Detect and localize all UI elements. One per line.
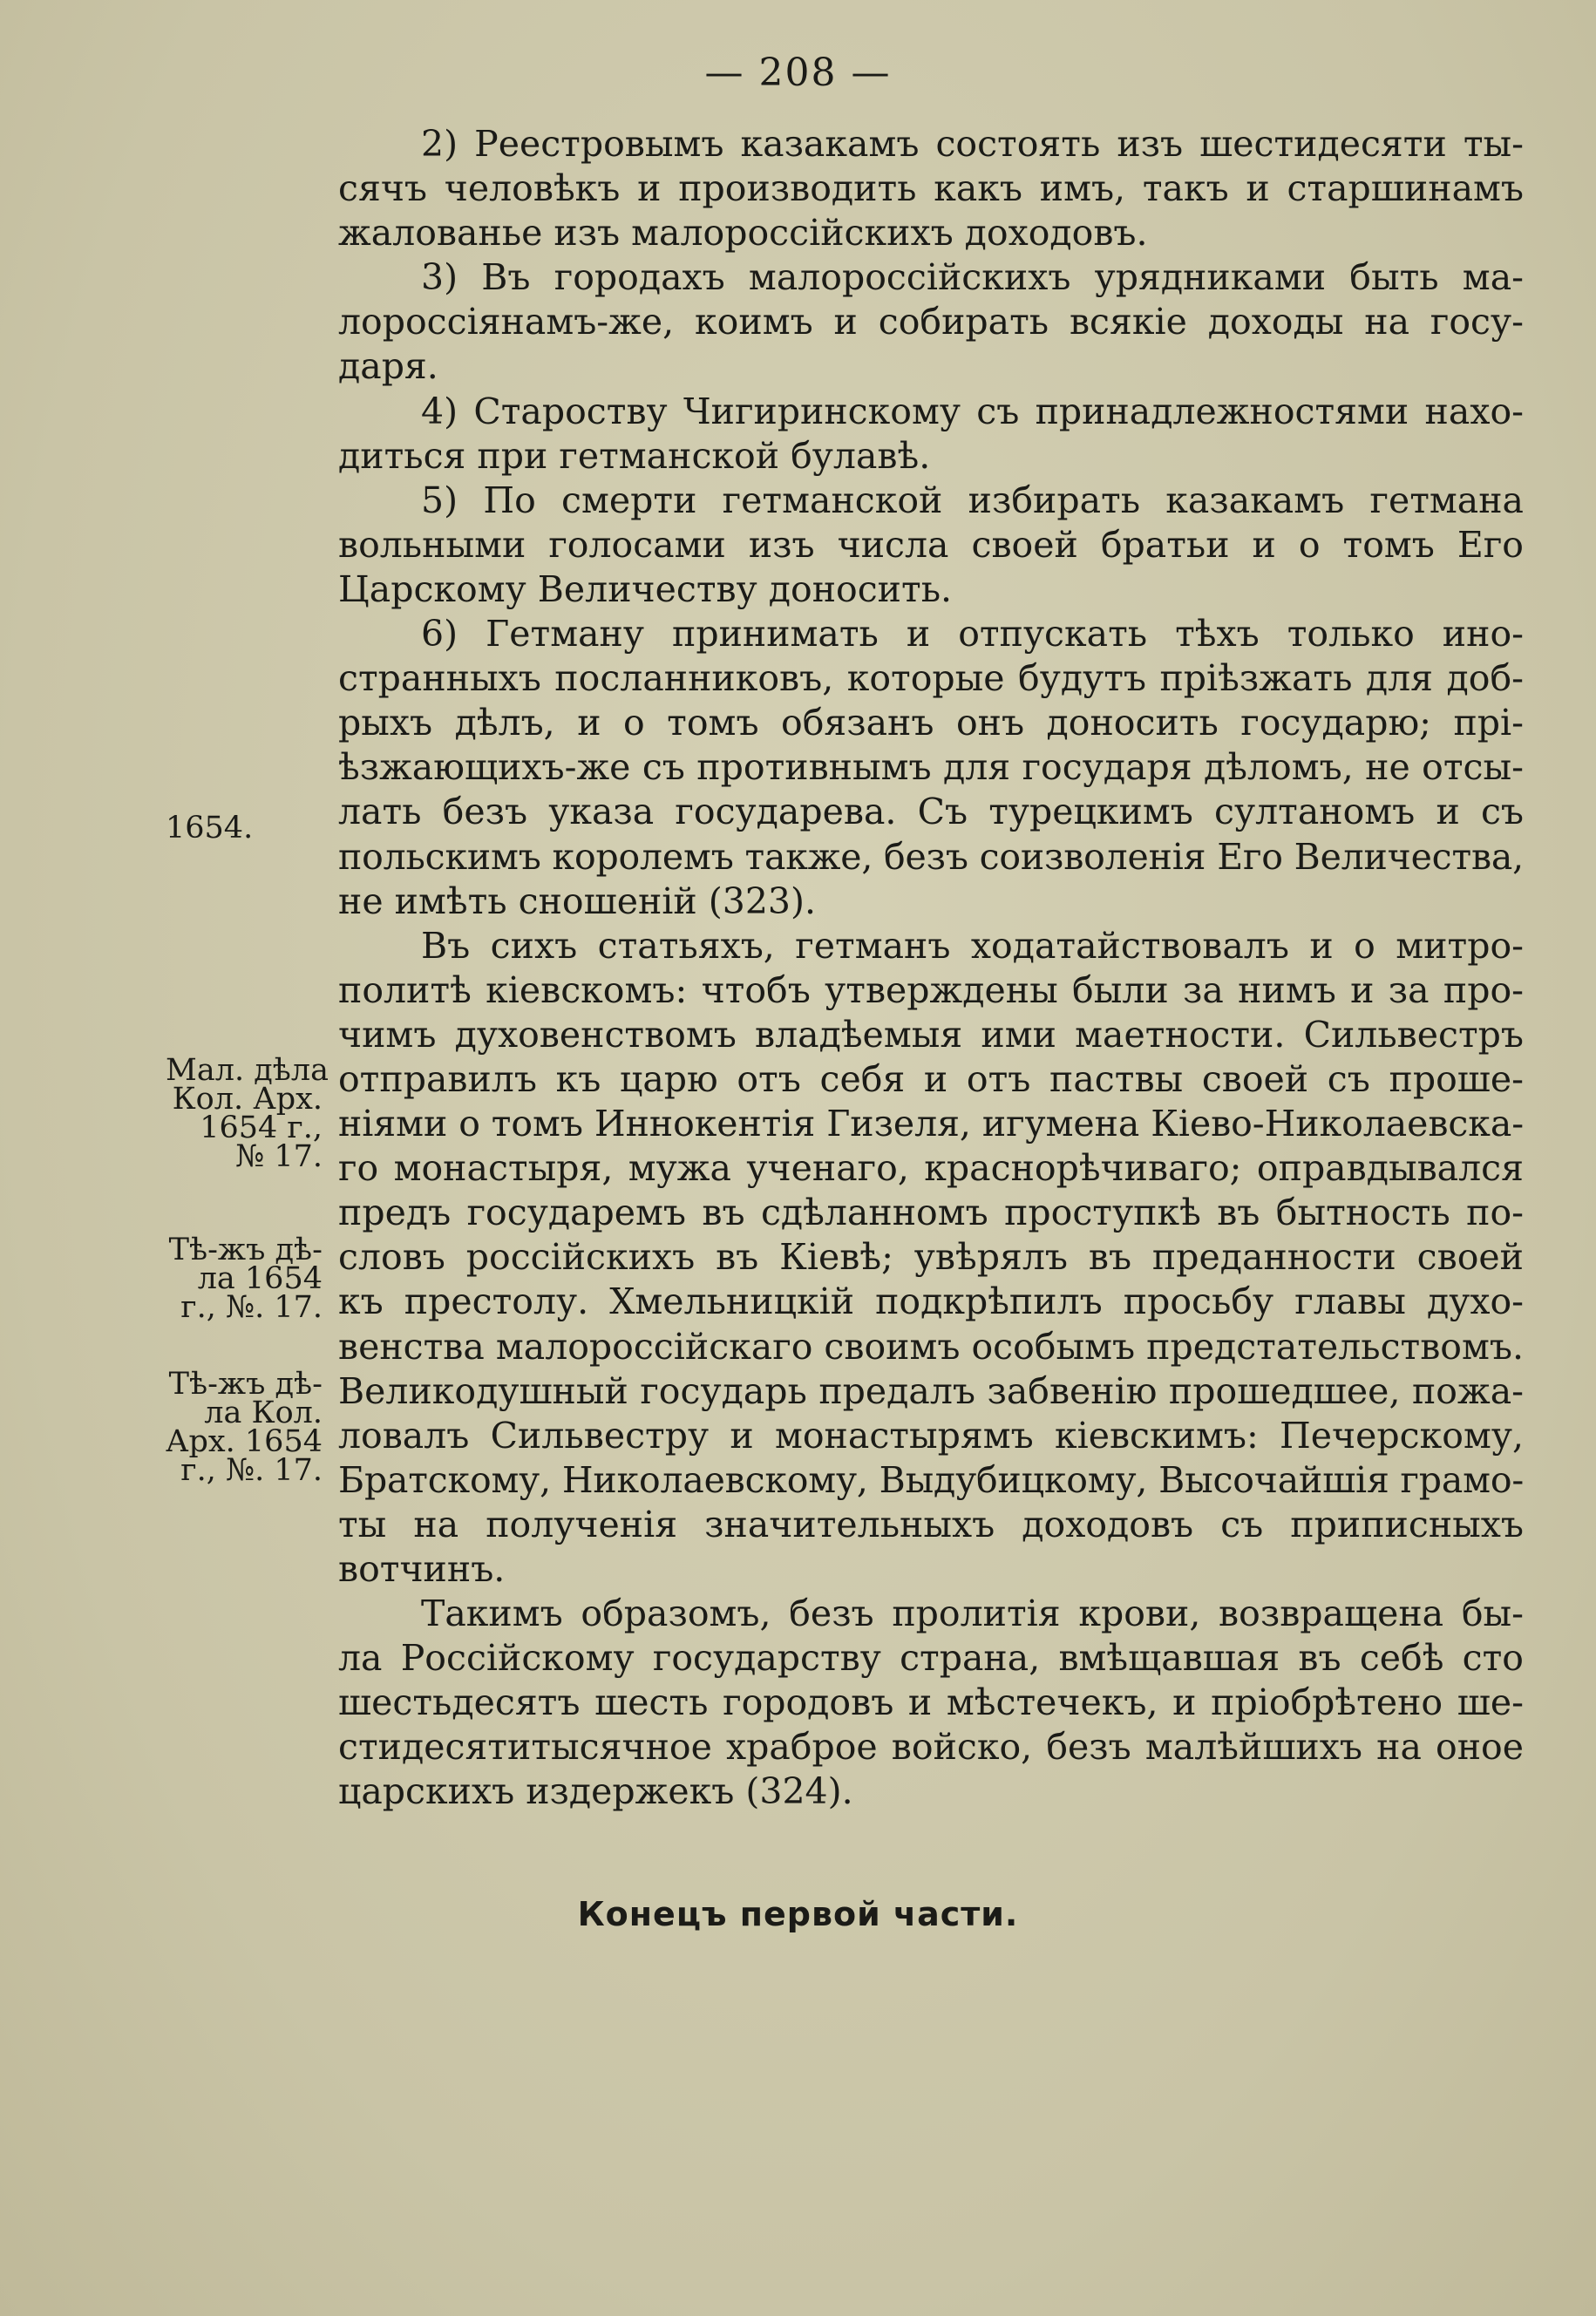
margin-note-line: Тѣ-жъ дѣ- — [168, 1233, 323, 1267]
text-line: царскихъ издержекъ (324). — [338, 1770, 853, 1813]
text-line: вольными голосами изъ числа своей братьи и о томъ Его — [338, 523, 1524, 566]
margin-note-line: № 17. — [235, 1139, 323, 1174]
paragraph — [338, 1592, 1524, 1814]
text-line: Такимъ образомъ, безъ пролитія крови, возвращена бы- — [421, 1593, 1524, 1635]
text-line: ловалъ Сильвестру и монастырямъ кіевскимъ: Печерскому, — [338, 1414, 1524, 1457]
margin-year: 1654. — [166, 811, 254, 846]
paragraph — [338, 255, 1524, 389]
text-line: ла Россійскому государству страна, вмѣщавшая въ себѣ сто — [338, 1637, 1524, 1680]
paragraph — [338, 612, 1524, 924]
text-line: ты на полученія значительныхъ доходовъ съ приписныхъ — [338, 1503, 1524, 1545]
margin-note-archive — [166, 1053, 329, 1174]
text-line: диться при гетманской булавѣ. — [338, 434, 931, 477]
text-line: даря. — [338, 345, 438, 388]
text-line: венства малороссійскаго своимъ особымъ предстательствомъ. — [338, 1325, 1524, 1368]
margin-note-line: г., №. 17. — [180, 1290, 323, 1325]
margin-note-line: ла Кол. — [204, 1396, 323, 1430]
margin-note-line: Тѣ-жъ дѣ- — [168, 1367, 323, 1402]
text-line: чимъ духовенствомъ владѣемыя ими маетности. Сильвестръ — [338, 1013, 1524, 1056]
text-line: 2) Реестровымъ казакамъ состоять изъ шестидесяти ты- — [421, 123, 1524, 165]
text-line: отправилъ къ царю отъ себя и отъ паствы своей съ проше- — [338, 1057, 1524, 1100]
text-line: ніями о томъ Иннокентія Гизеля, игумена Кіево-Николаевска- — [338, 1103, 1524, 1145]
text-line: ѣзжающихъ-же съ противнымъ для государя дѣломъ, не отсы- — [338, 746, 1524, 789]
margin-note-line: Кол. Арх. — [172, 1082, 323, 1117]
text-line: сячъ человѣкъ и производить какъ имъ, такъ и старшинамъ — [338, 167, 1524, 210]
margin-note-line: ла 1654 — [197, 1261, 323, 1296]
text-line: не имѣть сношеній (323). — [338, 880, 817, 922]
text-line: рыхъ дѣлъ, и о томъ обязанъ онъ доносить государю; прі- — [338, 702, 1524, 744]
paragraph — [338, 390, 1524, 479]
text-line: Братскому, Николаевскому, Выдубицкому, Высочайшія грамо- — [338, 1458, 1524, 1501]
text-line: Великодушный государь предалъ забвенію прошедшее, пожа- — [338, 1369, 1524, 1412]
paragraph — [338, 122, 1524, 255]
text-line: странныхъ посланниковъ, которые будутъ пріѣзжать для доб- — [338, 657, 1524, 700]
text-line: стидесятитысячное храброе войско, безъ малѣйшихъ на оное — [338, 1726, 1524, 1769]
margin-note-line: Арх. 1654 — [166, 1424, 323, 1459]
text-line: лороссіянамъ-же, коимъ и собирать всякіе доходы на госу- — [338, 301, 1524, 343]
text-line: лать безъ указа государева. Съ турецкимъ султаномъ и съ — [338, 791, 1524, 833]
text-line: къ престолу. Хмельницкій подкрѣпилъ просьбу главы духо- — [338, 1280, 1524, 1323]
margin-note-same — [166, 1233, 323, 1325]
page-number: — 208 — — [704, 51, 892, 95]
margin-note-same-archive — [166, 1367, 323, 1488]
text-line: вотчинъ. — [338, 1548, 506, 1590]
text-line: го монастыря, мужа ученаго, краснорѣчиваго; оправдывался — [338, 1147, 1524, 1190]
text-line: жалованье изъ малороссійскихъ доходовъ. — [338, 212, 1148, 255]
text-line: 6) Гетману принимать и отпускать тѣхъ только ино- — [421, 613, 1524, 655]
margin-note-line: Мал. дѣла — [166, 1053, 329, 1088]
main-text — [338, 122, 1524, 1815]
margin-note-line: 1654 г., — [200, 1110, 323, 1145]
text-line: шестьдесятъ шесть городовъ и мѣстечекъ, и пріобрѣтено ше- — [338, 1681, 1524, 1724]
text-line: 3) Въ городахъ малороссійскихъ урядниками быть ма- — [421, 256, 1524, 299]
text-line: 5) По смерти гетманской избирать казакамъ гетмана — [421, 479, 1524, 521]
margin-note-line: г., №. 17. — [180, 1453, 323, 1488]
text-line: Въ сихъ статьяхъ, гетманъ ходатайствовалъ и о митро- — [421, 924, 1524, 967]
text-line: польскимъ королемъ также, безъ соизволенія Его Величества, — [338, 835, 1525, 878]
text-line: Царскому Величеству доносить. — [338, 567, 953, 610]
text-line: 4) Староству Чигиринскому съ принадлежностями нахо- — [421, 390, 1524, 432]
paragraph — [338, 479, 1524, 612]
paragraph — [338, 924, 1524, 1592]
end-of-part-title: Конецъ первой части. — [577, 1895, 1019, 1933]
text-line: предъ государемъ въ сдѣланномъ проступкѣ въ бытность по- — [338, 1192, 1524, 1234]
text-line: политѣ кіевскомъ: чтобъ утверждены были за нимъ и за про- — [338, 968, 1524, 1011]
text-line: словъ россійскихъ въ Кіевѣ; увѣрялъ въ преданности своей — [338, 1236, 1524, 1279]
